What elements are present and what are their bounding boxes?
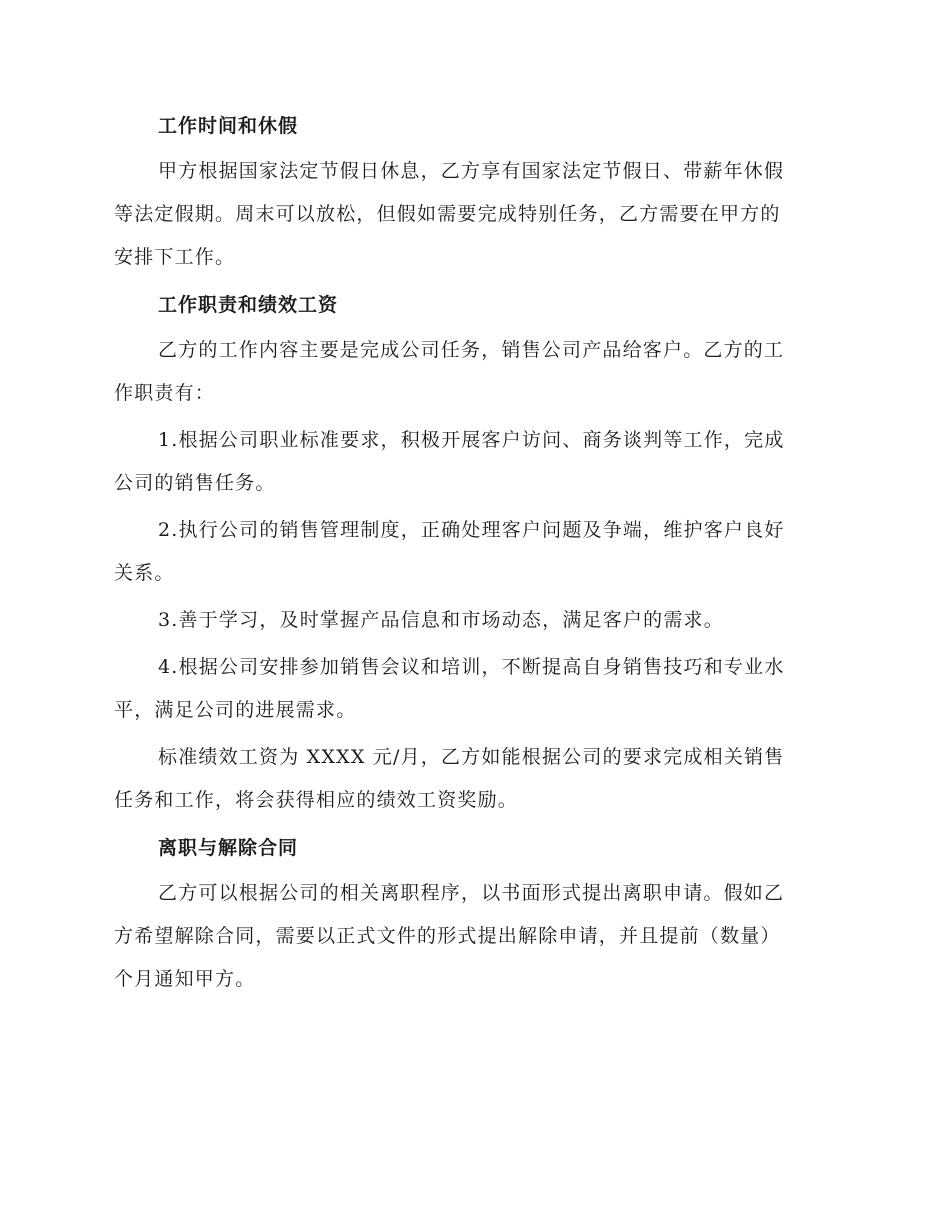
- paragraph-line: 乙方的工作内容主要是完成公司任务，销售公司产品给客户。乙方的工: [158, 339, 785, 361]
- list-item: [114, 599, 834, 642]
- section-heading: 工作时间和休假: [158, 115, 299, 137]
- paragraph-line: 等法定假期。周末可以放松，但假如需要完成特别任务，乙方需要在甲方的: [114, 203, 781, 225]
- paragraph-line: 安排下工作。: [114, 246, 236, 268]
- paragraph-line: 平，满足公司的进展需求。: [114, 699, 357, 721]
- paragraph: [114, 736, 834, 822]
- paragraph-line: 个月通知甲方。: [114, 968, 256, 990]
- section-resignation: [114, 826, 834, 1001]
- paragraph-line: 公司的销售任务。: [114, 472, 276, 494]
- paragraph-line: 方希望解除合同，需要以正式文件的形式提出解除申请，并且提前（数量）: [114, 925, 781, 947]
- section-heading: 离职与解除合同: [158, 837, 299, 859]
- paragraph-line: 甲方根据国家法定节假日休息，乙方享有国家法定节假日、带薪年休假: [158, 160, 785, 182]
- paragraph: [114, 872, 834, 1001]
- paragraph-line: 3.善于学习，及时掌握产品信息和市场动态，满足客户的需求。: [158, 609, 724, 631]
- paragraph: [114, 150, 834, 279]
- paragraph-line: 乙方可以根据公司的相关离职程序，以书面形式提出离职申请。假如乙: [158, 882, 785, 904]
- paragraph-line: 4.根据公司安排参加销售会议和培训，不断提高自身销售技巧和专业水: [158, 656, 785, 678]
- section-work-hours: [114, 104, 834, 279]
- paragraph-line: 任务和工作，将会获得相应的绩效工资奖励。: [114, 789, 519, 811]
- paragraph-line: 2.执行公司的销售管理制度，正确处理客户问题及争端，维护客户良好: [158, 519, 785, 541]
- list-item: [114, 646, 834, 732]
- list-item: [114, 509, 834, 595]
- paragraph-line: 标准绩效工资为 XXXX 元/月，乙方如能根据公司的要求完成相关销售: [158, 746, 785, 768]
- paragraph: [114, 329, 834, 415]
- paragraph-line: 关系。: [114, 562, 175, 584]
- paragraph-line: 作职责有：: [114, 382, 216, 404]
- section-duties-salary: [114, 283, 834, 822]
- document-page: [114, 104, 834, 1005]
- list-item: [114, 419, 834, 505]
- section-heading: 工作职责和绩效工资: [158, 294, 339, 316]
- paragraph-line: 1.根据公司职业标准要求，积极开展客户访问、商务谈判等工作，完成: [158, 429, 785, 451]
